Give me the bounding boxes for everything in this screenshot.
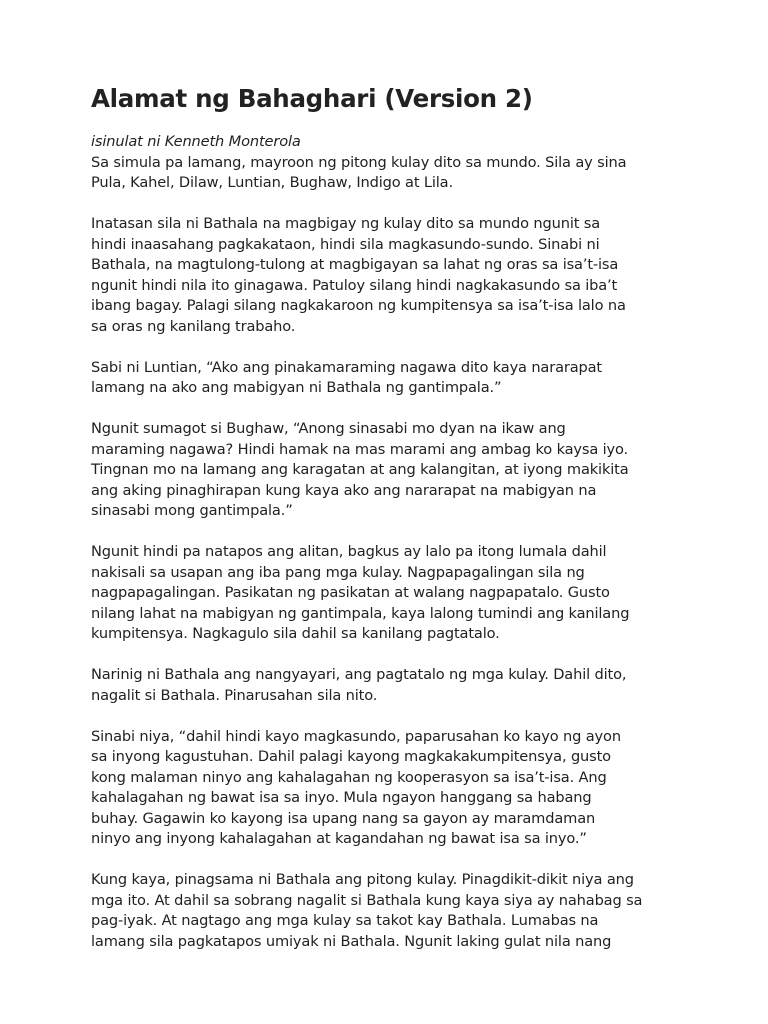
text-line: ngunit hindi nila ito ginagawa. Patuloy silang hindi nagkakasundo sa iba’t: [91, 276, 618, 294]
text-line: nagpapagalingan. Pasikatan ng pasikatan at walang nagpapatalo. Gusto: [91, 584, 610, 601]
text-line: kong malaman ninyo ang kahalagahan ng kooperasyon sa isa’t-isa. Ang: [91, 768, 607, 786]
text-line: ibang bagay. Palagi silang nagkakaroon ng kumpitensya sa isa’t-isa lalo na: [91, 297, 626, 314]
text-line: nilang lahat na mabigyan ng gantimpala, kaya lalong tumindi ang kanilang: [91, 604, 630, 622]
paragraph: [91, 358, 691, 399]
text-line: Bathala, na magtulong-tulong at magbigayan sa lahat ng oras sa isa’t-isa: [91, 256, 619, 273]
document-body: [91, 153, 691, 953]
text-line: hindi inaasahang pagkakataon, hindi sila magkasundo-sundo. Sinabi ni: [91, 235, 600, 253]
text-line: nagalit si Bathala. Pinarusahan sila nito.: [91, 686, 378, 704]
text-line: buhay. Gagawin ko kayong isa upang nang sa gayon ay maramdaman: [91, 809, 596, 827]
text-line: Sa simula pa lamang, mayroon ng pitong kulay dito sa mundo. Sila ay sina: [91, 153, 627, 171]
document-author: isinulat ni Kenneth Monterola: [91, 133, 301, 150]
text-line: kumpitensya. Nagkagulo sila dahil sa kanilang pagtatalo.: [91, 625, 500, 642]
text-line: Inatasan sila ni Bathala na magbigay ng kulay dito sa mundo ngunit sa: [91, 215, 601, 232]
paragraph: [91, 870, 691, 952]
paragraph: [91, 665, 691, 706]
paragraph: [91, 542, 691, 645]
text-line: pag-iyak. At nagtago ang mga kulay sa takot kay Bathala. Lumabas na: [91, 912, 599, 929]
document-page: [91, 84, 691, 973]
paragraph: [91, 153, 691, 194]
text-line: sinasabi mong gantimpala.”: [91, 502, 293, 519]
text-line: ninyo ang inyong kahalagahan at kagandahan ng bawat isa sa inyo.”: [91, 830, 587, 847]
text-line: Sabi ni Luntian, “Ako ang pinakamaraming nagawa dito kaya nararapat: [91, 358, 602, 376]
paragraph: [91, 419, 691, 522]
text-line: Ngunit sumagot si Bughaw, “Anong sinasabi mo dyan na ikaw ang: [91, 420, 566, 437]
document-title: Alamat ng Bahaghari (Version 2): [91, 84, 533, 113]
text-line: Pula, Kahel, Dilaw, Luntian, Bughaw, Indigo at Lila.: [91, 174, 453, 191]
text-line: kahalagahan ng bawat isa sa inyo. Mula ngayon hanggang sa habang: [91, 789, 592, 806]
paragraph: [91, 727, 691, 850]
text-line: sa oras ng kanilang trabaho.: [91, 317, 296, 335]
text-line: sa inyong kagustuhan. Dahil palagi kayong magkakakumpitensya, gusto: [91, 748, 611, 765]
paragraph: [91, 214, 691, 337]
text-line: Tingnan mo na lamang ang karagatan at ang kalangitan, at iyong makikita: [91, 461, 629, 478]
text-line: maraming nagawa? Hindi hamak na mas marami ang ambag ko kaysa iyo.: [91, 440, 629, 458]
text-line: lamang na ako ang mabigyan ni Bathala ng gantimpala.”: [91, 379, 502, 396]
text-line: nakisali sa usapan ang iba pang mga kulay. Nagpapagalingan sila ng: [91, 563, 585, 581]
text-line: lamang sila pagkatapos umiyak ni Bathala. Ngunit laking gulat nila nang: [91, 932, 612, 950]
text-line: ang aking pinaghirapan kung kaya ako ang nararapat na mabigyan na: [91, 481, 597, 499]
text-line: mga ito. At dahil sa sobrang nagalit si Bathala kung kaya siya ay nahabag sa: [91, 891, 643, 909]
text-line: Narinig ni Bathala ang nangyayari, ang pagtatalo ng mga kulay. Dahil dito,: [91, 666, 627, 683]
text-line: Ngunit hindi pa natapos ang alitan, bagkus ay lalo pa itong lumala dahil: [91, 543, 607, 560]
text-line: Sinabi niya, “dahil hindi kayo magkasundo, paparusahan ko kayo ng ayon: [91, 727, 621, 745]
text-line: Kung kaya, pinagsama ni Bathala ang pitong kulay. Pinagdikit-dikit niya ang: [91, 871, 634, 888]
